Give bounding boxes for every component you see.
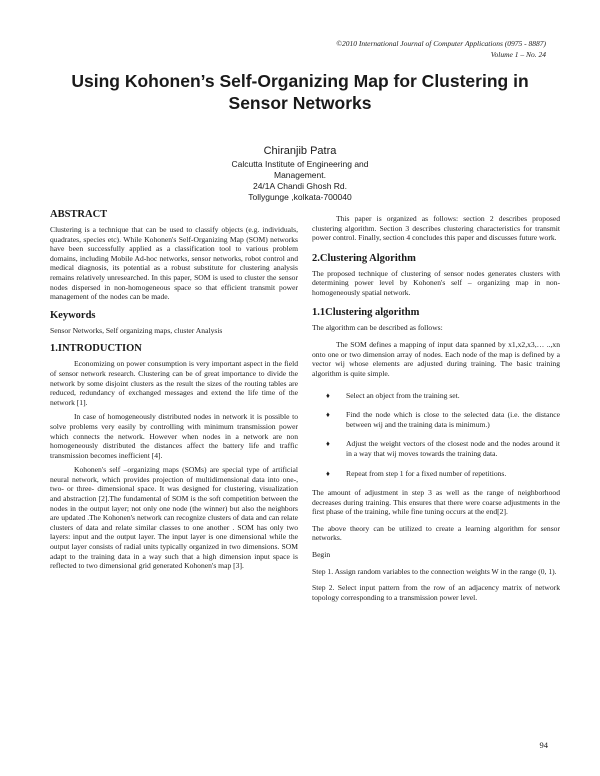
- list-item-text: Find the node which is close to the selected data (i.e. the distance between wij and the training data is minimum.): [346, 410, 560, 429]
- left-column: [50, 208, 298, 576]
- author-name: Chiranjib Patra: [263, 145, 337, 157]
- list-item: [326, 439, 560, 458]
- section2-heading: 2.Clustering Algorithm: [312, 252, 416, 264]
- section21-heading: 1.1Clustering algorithm: [312, 306, 420, 318]
- begin-label: Begin: [312, 550, 331, 560]
- author-block: [150, 144, 450, 203]
- introduction-heading: 1.INTRODUCTION: [50, 343, 142, 355]
- section21-intro: The algorithm can be described as follows:: [312, 322, 443, 332]
- step-2: Step 2. Select input pattern from the row of an adjacency matrix of network topology corresponding to a transmission power level.: [312, 583, 560, 602]
- list-item-text: Adjust the weight vectors of the closest node and the nodes around it in a way that wij moves towards the training data.: [346, 439, 560, 458]
- step-1: Step 1. Assign random variables to the connection weights W in the range (0, 1).: [312, 566, 557, 576]
- intro-paragraph: In case of homogeneously distributed nodes in network it is possible to solve problems very easily by controlling with minimum transmission power which connects the network. However when nodes in a network are non homogeneously distributed the distances affect the battery life and traffic transmission becomes inefficient [4].: [50, 412, 298, 460]
- right-column: [312, 214, 560, 607]
- keywords-text: Sensor Networks, Self organizing maps, cluster Analysis: [50, 325, 223, 335]
- list-item: [326, 390, 560, 401]
- diamond-bullet-icon: ♦: [326, 468, 330, 478]
- paper-title: Using Kohonen’s Self-Organizing Map for Clustering in Sensor Networks: [71, 71, 529, 113]
- som-definition: The SOM defines a mapping of input data spanned by x1,x2,x3,… ..,xn onto one or two dimension array of nodes. Each node of the map is defined by a vector wij whose elements are adjusted during training. The basic training algorithm is quite simple.: [312, 340, 560, 378]
- journal-citation: ©2010 International Journal of Computer Applications (0975 - 8887): [336, 39, 546, 48]
- diamond-bullet-icon: ♦: [326, 390, 330, 400]
- affiliation-line: Calcutta Institute of Engineering and: [231, 159, 369, 169]
- organization-paragraph: This paper is organized as follows: section 2 describes proposed clustering algorithm. Section 3 describes clustering characteristics for transmit power control. Finally, section 4 concludes this paper and discusses future work.: [312, 214, 560, 243]
- intro-paragraph: Kohonen's self –organizing maps (SOMs) are special type of artificial neural network, which provides projection of multidimensional data into one-, two- or three- dimensional space. It was designed for clustering, visualization and abstraction [2].The fundamental of SOM is the soft competition between the nodes in the output layer; not only one node (the winner) but also the neighbors are updated .The Kohonen's network can recognize clusters of data and can relate clusters of data and relate similar classes to one another . SOM has only two layers: input and the output layer. The input layer is one dimensional while the output layer consists of radial units typically organized in two dimensions. SOM adapt to the training data in a way such that a high dimension input space is reflected to two dimensional grid generated Kohonen's map [3].: [50, 465, 298, 571]
- keywords-heading: Keywords: [50, 309, 96, 321]
- affiliation-line: 24/1A Chandi Ghosh Rd.: [252, 181, 348, 191]
- abstract-heading: ABSTRACT: [50, 209, 108, 220]
- journal-volume: Volume 1 – No. 24: [490, 50, 546, 59]
- list-item-text: Select an object from the training set.: [346, 390, 460, 400]
- diamond-bullet-icon: ♦: [326, 410, 330, 420]
- theory-paragraph: The above theory can be utilized to create a learning algorithm for sensor networks.: [312, 523, 560, 543]
- intro-paragraph: Economizing on power consumption is very important aspect in the field of sensor network research. Clustering can be of great importance to divide the network by some disjoint clusters as the result the sizes of the routing tables are reduced, redundancy of exchanged messages and extend the life time of the network [1].: [50, 359, 298, 407]
- list-item: [326, 468, 560, 479]
- affiliation-line: Management.: [274, 170, 326, 180]
- adjustment-paragraph: The amount of adjustment in step 3 as well as the range of neighborhood decreases during training. This ensures that there were coarse adjustments in the first phase of the training, while fine tuning occurs at the end[2].: [312, 488, 560, 517]
- diamond-bullet-icon: ♦: [326, 439, 330, 449]
- affiliation-line: Tollygunge ,kolkata-700040: [248, 192, 352, 202]
- page-number: 94: [539, 740, 548, 750]
- list-item: [326, 410, 560, 429]
- list-item-text: Repeat from step 1 for a fixed number of repetitions.: [346, 468, 507, 478]
- training-steps-list: [312, 391, 560, 479]
- section2-text: The proposed technique of clustering of sensor nodes generates clusters with determining power level by Kohonen's self – organizing map in non-homogeneously spatial network.: [312, 268, 560, 297]
- abstract-text: Clustering is a technique that can be used to classify objects (e.g. individuals, quadrates, species etc). While Kohonen's Self-Organizing Map (SOM) networks have been successfully applied as a classification tool to various problem domains, including Mobile Ad-hoc networks, sensor networks, robot control and medical diagnosis, its potential as a robust substitute for clustering analysis remains relatively unresearched. In this paper, SOM is used to cluster the sensor nodes dispersed in non-homogeneous space so that efficient transmit power management of the nodes can be made.: [50, 225, 298, 302]
- journal-header: [336, 38, 546, 60]
